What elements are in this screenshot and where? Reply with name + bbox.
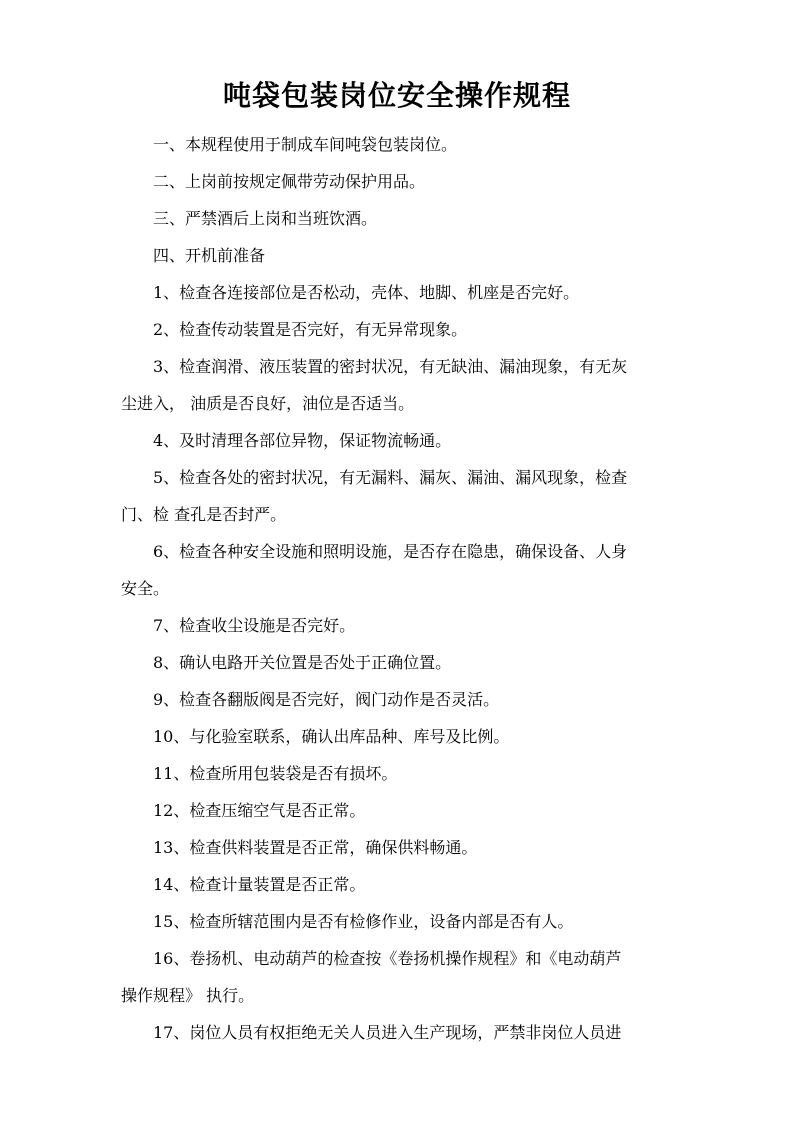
document-body <box>121 126 717 1051</box>
paragraph-text: 10、与化验室联系，确认出库品种、库号及比例。 <box>153 727 510 746</box>
paragraph-12 <box>121 644 717 681</box>
paragraph-text: 14、检查计量装置是否正常。 <box>153 875 366 894</box>
paragraph-text: 17、岗位人员有权拒绝无关人员进入生产现场，严禁非岗位人员进 <box>153 1023 622 1042</box>
paragraph-continuation: 安全。 <box>121 579 170 598</box>
paragraph-text: 5、检查各处的密封状况，有无漏料、漏灰、漏油、漏风现象，检查 <box>153 468 628 487</box>
paragraph-text: 8、确认电路开关位置是否处于正确位置。 <box>153 653 452 672</box>
paragraph-text: 12、检查压缩空气是否正常。 <box>153 801 366 820</box>
paragraph-5 <box>121 274 717 311</box>
paragraph-11 <box>121 607 717 644</box>
paragraph-text: 三、严禁酒后上岗和当班饮酒。 <box>153 209 378 228</box>
paragraph-text: 11、检查所用包装袋是否有损坏。 <box>153 764 398 783</box>
paragraph-2 <box>121 163 717 200</box>
paragraph-3 <box>121 200 717 237</box>
paragraph-8 <box>121 422 717 459</box>
paragraph-text: 16、卷扬机、电动葫芦的检查按《卷扬机操作规程》和《电动葫芦 <box>153 949 622 968</box>
paragraph-text: 15、检查所辖范围内是否有检修作业，设备内部是否有人。 <box>153 912 574 931</box>
paragraph-text: 6、检查各种安全设施和照明设施，是否存在隐患，确保设备、人身 <box>153 542 628 561</box>
paragraph-18 <box>121 866 717 903</box>
paragraph-20 <box>121 940 717 1014</box>
paragraph-7 <box>121 348 717 422</box>
paragraph-10 <box>121 533 717 607</box>
paragraph-continuation: 门、检 查孔是否封严。 <box>121 505 287 524</box>
paragraph-21 <box>121 1014 717 1051</box>
paragraph-4 <box>121 237 717 274</box>
paragraph-13 <box>121 681 717 718</box>
paragraph-text: 二、上岗前按规定佩带劳动保护用品。 <box>153 172 426 191</box>
paragraph-15 <box>121 755 717 792</box>
paragraph-text: 13、检查供料装置是否正常，确保供料畅通。 <box>153 838 478 857</box>
paragraph-continuation: 操作规程》 执行。 <box>121 986 255 1005</box>
paragraph-text: 2、检查传动装置是否完好，有无异常现象。 <box>153 320 468 339</box>
paragraph-1 <box>121 126 717 163</box>
paragraph-text: 4、及时清理各部位异物，保证物流畅通。 <box>153 431 452 450</box>
paragraph-text: 9、检查各翻版阀是否完好，阀门动作是否灵活。 <box>153 690 500 709</box>
paragraph-19 <box>121 903 717 940</box>
document-title: 吨袋包装岗位安全操作规程 <box>222 79 571 112</box>
paragraph-text: 一、本规程使用于制成车间吨袋包装岗位。 <box>153 135 458 154</box>
paragraph-16 <box>121 792 717 829</box>
paragraph-continuation: 尘进入， 油质是否良好，油位是否适当。 <box>121 394 415 413</box>
paragraph-17 <box>121 829 717 866</box>
paragraph-text: 四、开机前准备 <box>153 246 266 265</box>
paragraph-text: 1、检查各连接部位是否松动，壳体、地脚、机座是否完好。 <box>153 283 580 302</box>
paragraph-14 <box>121 718 717 755</box>
paragraph-text: 7、检查收尘设施是否完好。 <box>153 616 356 635</box>
paragraph-text: 3、检查润滑、液压装置的密封状况，有无缺油、漏油现象，有无灰 <box>153 357 628 376</box>
paragraph-6 <box>121 311 717 348</box>
paragraph-9 <box>121 459 717 533</box>
